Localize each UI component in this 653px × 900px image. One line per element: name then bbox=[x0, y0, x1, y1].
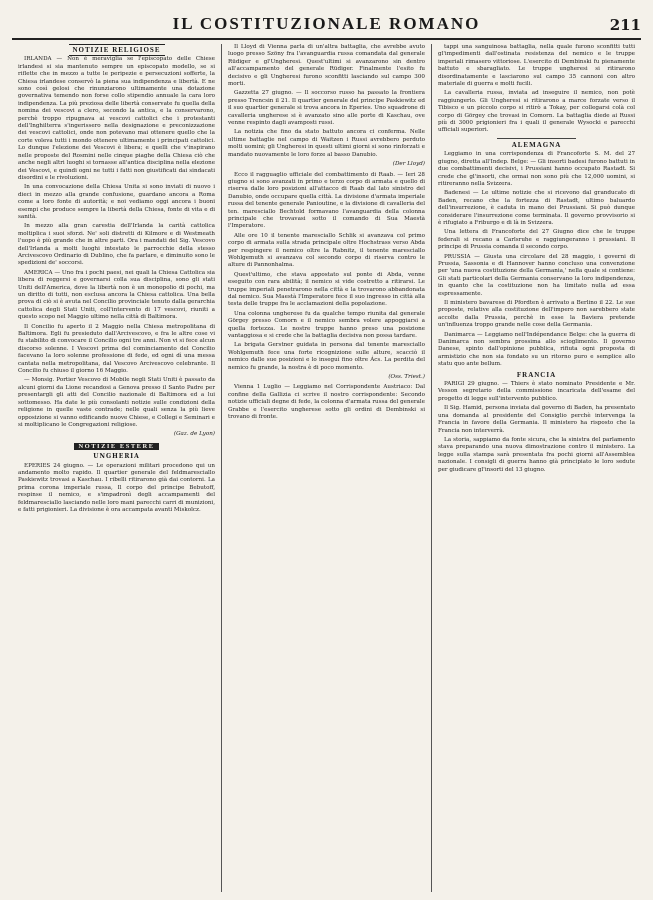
paragraph: La storia, sappiamo da fonte sicura, che la sinistra del parlamento stava preparando una nuova dimostrazione contro il ministero. La legge sulla stampa sarà presentata fra pochi giorni all'Assemblea nazionale. I consigli di guerra hanno già principiato le loro sedute per giudicare gl'insorti del 13 giugno. bbox=[438, 436, 635, 473]
newspaper-title: IL COSTITUZIONALE ROMANO bbox=[172, 14, 481, 33]
paragraph: Il Lloyd di Vienna parla di un'altra battaglia, che avrebbe avuto luogo presso Szöny fra l'avanguardia russa comandata dal generale Rüdiger e gl'Ungheresi. Quest'ultimi si avanzarono sin dentro all'accampamento del generale Rüdiger. Finalmente l'esito fu decisivo e gli Ungheresi furono sconfitti lasciando sul campo 300 morti. bbox=[228, 44, 425, 88]
paragraph: Ecco il ragguaglio ufficiale del combattimento di Raab. — Ieri 28 giugno si sono avanzati in primo e terzo corpo di armata e quello di riserva dalle loro posizioni all'attacco di Raab dal lato sinistro del Danubio, onde occupare quella città. La divisione d'armata imperiale russa del tenente generale Panioutine, e la divisione di cavalleria del ten. maresciallo Bechtold formavano l'avanguardia della colonna principale che trovavasi sotto il comando di Sua Maestà l'Imperatore. bbox=[228, 171, 425, 230]
paragraph: Gazzetta 27 giugno. — Il soccorso russo ha passato la frontiera presso Trencsin il 21. Il quartier generale del principe Paskiewitz ed il suo quartier generale si trova ancora in Eperies. Uno squadrone di cavalleria ungherese si è avanzato sino alle porte di Kaschau, ove venne respinto dagli avamposti russi. bbox=[228, 90, 425, 127]
paragraph: Il Sig. Hamid, persona inviata dal governo di Baden, ha presentato una domanda al presidente del Consiglio perchè intervenga la Francia in favore della Germania. Il ministero ha risposto che la Francia non interverrà. bbox=[438, 405, 635, 434]
article-columns bbox=[12, 44, 641, 892]
source-citation: (Gaz. de Lyon) bbox=[173, 431, 215, 438]
paragraph: Badenesi — Le ultime notizie che si ricevono dal granducato di Baden, recano che la fortezza di Rastadt, ultimo baluardo dell'insurrezione, è caduta in mano dei Prussiani. Si può dunque considerare l'insurrezione come terminata. Il governo provvisorio si è rifugiato a Friburgo e di là in Svizzera. bbox=[438, 190, 635, 226]
paragraph: La cavalleria russa, inviata ad inseguire il nemico, non potè raggiungerlo. Gli Ungheresi si ritirarono a marce forzate verso il Tibisco e un piccolo corpo si ritirò a Tokay, per collegarsi colà col corpo di Görgey che trovasi in Comorn. La battaglia diede ai Russi più di 3000 prigionieri fra i quali il generale Wysocki e parecchi ufficiali superiori. bbox=[438, 90, 635, 134]
paragraph: Il Concilio fu aperto il 2 Maggio nella Chiesa metropolitana di Baltimora. Egli fu presieduto dall'Arcivescovo, e fra le altre cose vi fu stabilito di convocare il Concilio ogni tre anni. Non vi si fece alcun discorso solenne. I Vescovi prima del cominciamento del Concilio facevano la loro solenne professione di fede, ed ogni dì una messa cantata nella metropolitana, dal Vescovo Arcivescovo celebrante. Il Concilio fu chiuso il giorno 16 Maggio. bbox=[18, 323, 215, 375]
paragraph: La brigata Gerstner guidata in persona dal tenente maresciallo Wohlgemuth fece una forte ricognizione sulle alture, scacciò il nemico dalle sue posizioni e lo inseguì fino oltre Ács. La perdita del nemico fu grande, la nostra è di poco momento. bbox=[228, 342, 425, 371]
paragraph: tappi una sanguinosa battaglia, nella quale furono sconfitti tutti gl'impedimenti dall'ostinata resistenza del nemico e le truppe imperiali rimasero vittoriose. L'esercito di Dembinski fu pienamente battuto e sbaragliato. Le truppe ungheresi si ritirarono disordinatamente e lasciarono sul campo 35 cannoni con altro materiale di guerra e molti fucili. bbox=[438, 44, 635, 88]
source-citation: (Der Lloyd) bbox=[392, 161, 425, 168]
paragraph: — Monsig. Portier Vescovo di Mobile negli Stati Uniti è passato da alcuni giorni da Lione recandosi a Genova presso il Santo Padre per presentargli gli atti del Concilio nazionale di Baltimora ed a lui sottomesso. Ha date le più consolanti notizie sulle condizioni della religione in quelle vaste contrade; nelle quali senza la più lieve opposizione si vanno edificando nuove Chiese, e Collegi e Seminari e si moltiplicano le Congregazioni religiose. bbox=[18, 377, 215, 428]
paragraph: AMERICA — Uno fra i pochi paesi, nei quali la Chiesa Cattolica sia libera di reggersi e governarsi colla sua disciplina, sono gli stati Uniti dell'America, dove la libertà non è un monopolio di pochi, ma un diritto di tutti, non esclusa ancora la Chiesa cattolica. Una bella prova di ciò si è avuta nel Concilio provinciale tenuto dalla gerarchia cattolica degli Stati Uniti, coll'intervento di 17 vescovi, riuniti a questo scopo nel Maggio ultimo nella città di Baltimora. bbox=[18, 269, 215, 321]
section-heading-foreign: NOTIZIE ESTERE bbox=[74, 443, 158, 450]
paragraph: In mezzo alla gran carestia dell'Irlanda la carità cattolica moltiplica i suoi sforzi. Ne' soli distretti di Kilmore e di Westmeath l'uopo è più grande che in altre parti. Ora i mandati del Sig. Vescovo dell'Irlanda a molti luoghi intestato le parrocchie della stesso Arcivescovo Ordinario di Dublino, che fa parlare, e diminuito sono le spedizioni de' soccorsi. bbox=[18, 223, 215, 267]
paragraph: Leggiamo in una corrispondenza di Francoforte S. M. del 27 giugno, diretta all'Indep. Belge: — Gli insorti badesi furono battuti in due combattimenti decisivi, i Prussiani hanno occupato Rastadt. Si crede che gl'insorti, che ormai non sono più che 12,000 uomini, si ritireranno nella Svizzera. bbox=[438, 151, 635, 187]
section-heading-religious: NOTIZIE RELIGIOSE bbox=[18, 47, 215, 54]
paragraph: Quest'ultimo, che stava appostato sul ponte di Abda, venne eseguito con rara abilità; il nemico si vide costretto a ritirarsi. Le truppe imperiali penetrarono nella città e la trovarono abbandonata dal nemico. Sua Maestà l'Imperatore fece il suo ingresso in città alla testa delle truppe fra le acclamazioni della popolazione. bbox=[228, 271, 425, 308]
section-heading-germany: ALEMAGNA bbox=[511, 140, 562, 149]
paragraph: Una colonna ungherese fu da qualche tempo riunita dal generale Görgey presso Comorn e il nemico sembra volere appoggiarsi a quella fortezza. Le nostre truppe hanno preso una posizione vantaggiosa e si crede che la battaglia decisiva non possa tardare. bbox=[228, 310, 425, 340]
paragraph: PARIGI 29 giugno. — Thiers è stato nominato Presidente e Mr. Vesson segretario della commissione incaricata dell'esame del progetto di legge sull'intervento pubblico. bbox=[438, 381, 635, 402]
paragraph: Danimarca — Leggiamo nell'Indépendance Belge: che la guerra di Danimarca non sembra prossima allo scioglimento. Il governo Danese, spinto dall'opinione pubblica, rifiuta ogni proposta di armistizio che non sia fondato su un ritorno puro e semplice allo statu quo ante bellum. bbox=[438, 331, 635, 368]
section-heading-france: FRANCIA bbox=[516, 370, 557, 379]
paragraph: Il ministero bavarese di Pfordten è arrivato a Berlino il 22. Le sue proposte, relative alla costituzione dell'impero non sarebbero state accolte dalla Prussia, perchè in esse la Baviera pretende un'influenza troppo grande nelle cose della Germania. bbox=[438, 300, 635, 329]
country-heading: UNGHERIA bbox=[93, 453, 140, 461]
paragraph: Vienna 1 Luglio — Leggiamo nel Corrispondente Austriaco: Dal confine della Gallizia ci scrive il nostro corrispondente: Secondo notizie ufficiali degne di fede, la colonna d'armata russa del generale Grabbe e l'esercito ungherese sotto gli ordini di Dembinski si trovano di fronte. bbox=[228, 384, 425, 421]
page-number: 211 bbox=[609, 16, 641, 34]
paragraph: In una convocazione della Chiesa Unita si sono inviati di nuovo i dieci in mezzo alla grande confusione, guardano ancora a Roma come a loro fonte di autorità; e noi vediamo oggi ancora i buoni esempi che produce sempre la libertà della Chiesa, fonte di vita e di sanità. bbox=[18, 184, 215, 220]
column-2 bbox=[222, 44, 432, 892]
masthead bbox=[12, 12, 641, 36]
column-3 bbox=[432, 44, 641, 892]
column-1 bbox=[12, 44, 222, 892]
paragraph: EPERIES 24 giugno. — Le operazioni militari procedono qui un andamento molto rapido. Il quartier generale del feldmaresciallo Paskiewitz trovasi a Kaschau. I ribelli ritirarono già dai contorni. La prima corona imperiale russa, Il corpo del principe Bebutoff, respinse il nemico, e s'impadronì degli accampamenti del feldmaresciallo lasciando nelle loro mani parecchi carri di munizioni, e fatti prigionieri. La divisione è ora accampata avanti Miskolcz. bbox=[18, 462, 215, 513]
paragraph: PRUSSIA — Giusta una circolare del 28 maggio, i governi di Prussia, Sassonia e di Hannover hanno concluso una convenzione per 'una nuova costituzione della Germania,' nella quale si contiene: Gli stati particolari della Germania conservano la loro indipendenza, in quanto che la costituzione non ha limitato nulla ad essa espressamente. bbox=[438, 253, 635, 297]
source-citation: (Oss. Triest.) bbox=[388, 374, 425, 381]
paragraph: IRLANDA — Non è meraviglia se l'episcopato delle Chiese irlandesi si sia mantenuto sempre un episcopato modello, se si riflette che in mezzo a tutte le peripezie e persecuzioni sofferte, la Chiesa irlandese conservò la piena sua indipendenza e libertà. E ne sono così gelosi che rinunziarono ultimamente una dotazione governativa temendo non forse collo stipendio annuale la cara loro indipendenza. La più preziosa delle libertà conservate fu quella della nomina dei vescovi a clero, secondo la antica, e la conservarono, perchè troppo ripugnava ai vescovi cattolici che i protestanti dell'Inghilterra s'ingerissero nella designazione e preconizzazione dei vescovi cattolici, onde non potevano mai ottenere quello che la corte voleva tutti i mondo ottenere ultimamente i principati cattolici. Lo dunque l'elezione dei Vescovi è libera; e quelli che v'inspirano nelle proposte del Rosmini nelle cinque piaghe della Chiesa ciò che anche negli altri luoghi si tornasse all'antica disciplina nella elezione dei Vescovi, e quindi ogni ne tutti i fatti non giustificati dai sindacati disordini e le rivoluzioni. bbox=[18, 56, 215, 181]
masthead-rule bbox=[12, 38, 641, 40]
paragraph: Una lettera di Francoforte del 27 Giugno dice che le truppe federali si recano a Carlsruhe e raggiungeranno i prussiani. Il principe di Prussia comanda il secondo corpo. bbox=[438, 229, 635, 251]
paragraph: Alle ore 10 il tenente maresciallo Schlik si avanzava col primo corpo di armata sulla strada principale oltre Hochstrass verso Abda per respingere il nemico oltre la Rabnitz, il tenente maresciallo Wohlgemuth si avanzava col secondo corpo di riserva contro le alture di Pannonhalma. bbox=[228, 232, 425, 269]
paragraph: La notizia che fino da stato battuto ancora ci conferma. Nelle ultime battaglie nel campo di Waitzen i Russi avrebbero perduto molti uomini; gli Ungheresi in questi ultimi giorni si sono rinforzati e mandato nuovamente le loro forze al basso Danubio. bbox=[228, 129, 425, 158]
divider bbox=[497, 138, 576, 139]
